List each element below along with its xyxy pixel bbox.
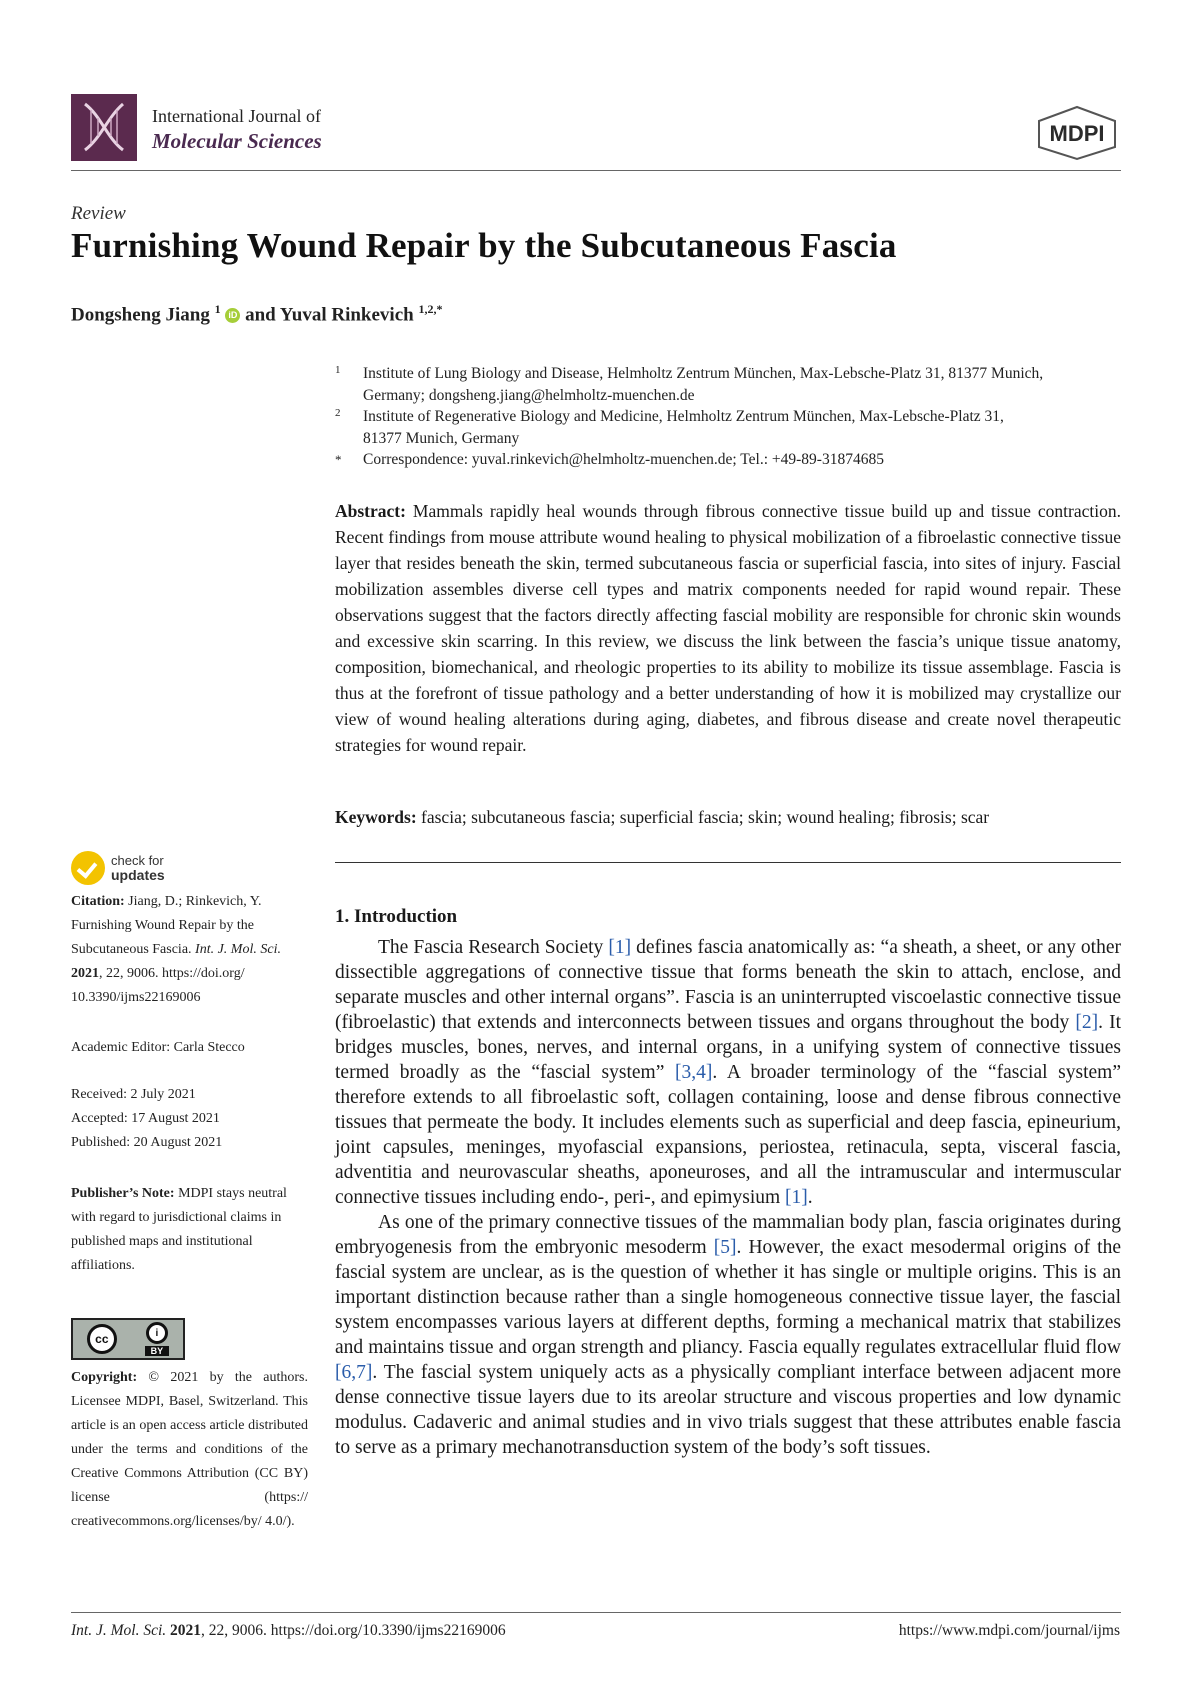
introduction-body	[335, 935, 1121, 1460]
section-heading: 1. Introduction	[335, 906, 458, 927]
journal-logo	[71, 94, 137, 161]
footer-doi[interactable]: , 22, 9006. https://doi.org/10.3390/ijms22169006	[201, 1622, 506, 1639]
orcid-icon[interactable]: iD	[225, 308, 240, 323]
attribution-person-icon: i	[146, 1322, 168, 1344]
paragraph: As one of the primary connective tissues of the mammalian body plan, fascia originates during embryogenesis from the embryonic mesoderm [5]. However, the exact mesodermal origins of the fascial system are unclear, as is the question of whether it has single or multiple origins. This is an important distinction because rather than a single homogeneous connective tissue layer, the fascial system encompasses various layers at different depths, forming a mechanical matrix that stabilizes and maintains tissue and organ strength and pliancy. Fascia equally regulates extracellular fluid flow [6,7]. The fascial system uniquely acts as a physically compliant interface between adjacent more dense connective tissue layers due to its areolar structure and viscous properties and low dynamic modulus. Cadaveric and animal studies and in vivo trials suggest that these attributes enable fascia to serve as a primary mechanotransduction system of the body’s soft tissues.	[335, 1212, 1121, 1458]
citation-year: 2021	[71, 966, 99, 981]
affiliations	[335, 363, 1125, 471]
paragraph: The Fascia Research Society [1] defines fascia anatomically as: “a sheath, a sheet, or any other dissectible aggregations of connective tissue that forms beneath the skin to attach, enclose, and separate muscles and other internal organs”. Fascia is an uninterrupted viscoelastic connective tissue (fibroelastic) that extends and interconnects between tissues and organs throughout the body [2]. It bridges muscles, bones, nerves, and internal organs, in a unifying system of connective tissues termed broadly as the “fascial system” [3,4]. A broader terminology of the “fascial system” therefore extends to all fibroelastic soft, collagen containing, loose and dense fibrous connective tissues that permeate the body. It includes elements such as superficial and deep fascia, epineurium, joint capsules, meninges, myofascial expansions, periostea, retinacula, septa, visceral fascia, adventitia and neurovascular sheaths, aponeuroses, and all the intramuscular and intermuscular connective tissues including endo-, peri-, and epimysium [1].	[335, 937, 1121, 1208]
article-title: Furnishing Wound Repair by the Subcutaneous Fascia	[71, 226, 897, 265]
check-label: updates	[111, 866, 165, 883]
citation-link[interactable]: [2]	[1075, 1012, 1099, 1033]
article-type: Review	[71, 203, 126, 224]
citation-link[interactable]: [3,4]	[675, 1062, 713, 1083]
copyright-text: © 2021 by the authors. Licensee MDPI, Basel, Switzerland. This article is an open access article distributed under the terms and conditions of the Creative Commons Attribution (CC BY) license (https:// creativecommons.org/licenses/by/ 4.0/).	[71, 1370, 308, 1529]
author-name: and Yuval Rinkevich	[245, 304, 414, 326]
citation-link[interactable]: [1]	[785, 1187, 808, 1208]
abstract	[335, 498, 1121, 758]
citation-link[interactable]: [5]	[713, 1237, 737, 1258]
author-name: Dongsheng Jiang	[71, 304, 210, 326]
affiliation-number: 2	[335, 407, 341, 419]
citation-link[interactable]: [6,7]	[335, 1362, 373, 1383]
dna-helix-icon	[71, 94, 137, 161]
abstract-label: Abstract:	[335, 501, 406, 521]
citation-link[interactable]: [1]	[608, 937, 632, 958]
citation-block	[71, 890, 308, 1010]
copyright-label: Copyright:	[71, 1370, 138, 1385]
affiliation-item	[335, 406, 1125, 449]
abstract-text: Mammals rapidly heal wounds through fibrous connective tissue build up and tissue contraction. Recent findings from mouse attribute wound healing to physical mobilization of a fibroelastic connective tissue layer that resides beneath the skin, termed subcutaneous fascia or superficial fascia, into sites of injury. Fascial mobilization assembles diverse cell types and matrix components needed for rapid wound repair. These observations suggest that the factors directly affecting fascial mobility are responsible for chronic skin wounds and excessive skin scarring. In this review, we discuss the link between the fascia’s unique tissue anatomy, composition, biomechanical, and rheologic properties to its ability to mobilize its tissue assemblage. Fascia is thus at the forefront of tissue pathology and a better understanding of how it is mobilized may crystallize our view of wound healing alterations during aging, diabetes, and fibrous disease and create novel therapeutic strategies for wound repair.	[335, 501, 1121, 755]
correspondence-text: Correspondence: yuval.rinkevich@helmholtz-muenchen.de; Tel.: +49-89-31874685	[363, 451, 884, 468]
affiliation-text: Institute of Regenerative Biology and Medicine, Helmholtz Zentrum München, Max-Lebsche-Platz 31,	[363, 408, 1004, 425]
footer-journal-url[interactable]: https://www.mdpi.com/journal/ijms	[898, 1622, 1120, 1639]
affiliation-number: 1	[335, 364, 341, 376]
affiliation-marker: 1,2,*	[418, 302, 443, 316]
citation-journal: Int. J. Mol. Sci.	[195, 942, 281, 957]
keywords-label: Keywords:	[335, 807, 417, 827]
keywords-text: fascia; subcutaneous fascia; superficial fascia; skin; wound healing; fibrosis; scar	[421, 807, 990, 827]
check-for-updates-button[interactable]	[71, 851, 165, 885]
footer-divider	[71, 1612, 1121, 1613]
cc-by-license-badge[interactable]	[71, 1318, 185, 1360]
footer-year: 2021	[170, 1622, 202, 1639]
keywords	[335, 807, 1121, 828]
affiliation-text: 81377 Munich, Germany	[363, 429, 520, 447]
affiliation-item	[335, 363, 1125, 406]
publisher-name: MDPI	[1049, 121, 1105, 146]
citation-text: Jiang, D.; Rinkevich, Y. Furnishing Wound Repair by the Subcutaneous Fascia.	[71, 894, 262, 957]
checkmark-icon	[71, 851, 105, 885]
header-divider	[71, 170, 1121, 171]
publisher-logo	[1034, 104, 1120, 167]
cc-icon: cc	[87, 1324, 117, 1354]
footer-journal: Int. J. Mol. Sci.	[71, 1622, 167, 1639]
correspondence	[335, 449, 1125, 471]
by-label: BY	[145, 1346, 170, 1356]
author-list	[71, 302, 442, 326]
correspondence-marker: *	[335, 452, 342, 467]
received-date: Received: 2 July 2021	[71, 1087, 196, 1102]
publisher-note-text: MDPI stays neutral with regard to jurisdictional claims in published maps and institutional affiliations.	[71, 1186, 287, 1273]
check-label: check for	[111, 852, 164, 868]
affiliation-text: Institute of Lung Biology and Disease, Helmholtz Zentrum München, Max-Lebsche-Platz 31, 81377 Munich,	[363, 365, 1044, 382]
academic-editor: Academic Editor: Carla Stecco	[71, 1040, 245, 1055]
journal-name-line1: International Journal of	[152, 106, 321, 126]
citation-label: Citation:	[71, 894, 125, 909]
dates-block	[71, 1083, 308, 1155]
abstract-divider	[335, 862, 1121, 863]
accepted-date: Accepted: 17 August 2021	[71, 1111, 220, 1126]
published-date: Published: 20 August 2021	[71, 1135, 223, 1150]
affiliation-marker: 1	[214, 302, 221, 316]
journal-name-line2: Molecular Sciences	[152, 129, 322, 153]
affiliation-text: Germany; dongsheng.jiang@helmholtz-muenchen.de	[363, 386, 695, 404]
publisher-note-label: Publisher’s Note:	[71, 1186, 175, 1201]
footer-citation	[71, 1622, 506, 1640]
copyright-block	[71, 1366, 308, 1534]
citation-doi[interactable]: , 22, 9006. https://doi.org/ 10.3390/ijms22169006	[71, 966, 245, 1005]
publisher-note	[71, 1182, 308, 1278]
